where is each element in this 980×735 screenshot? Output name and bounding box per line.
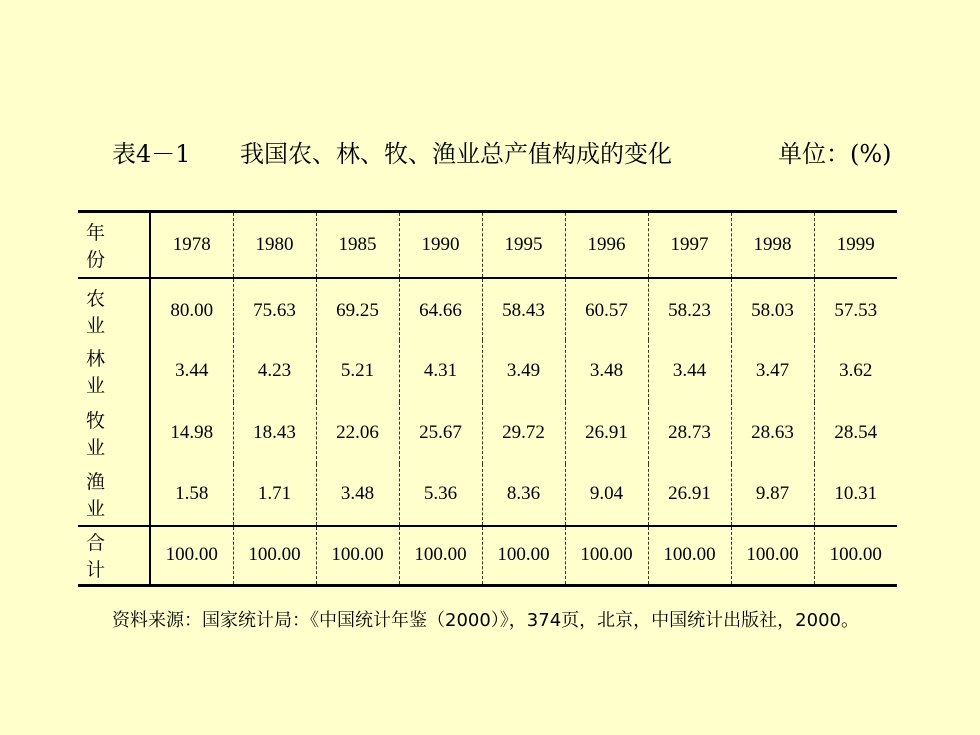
table-cell: 3.47 <box>731 340 814 402</box>
table-cell: 100.00 <box>316 526 399 586</box>
table-cell: 60.57 <box>565 278 648 340</box>
header-row <box>78 212 897 278</box>
row-label: 农 业 <box>78 278 150 340</box>
table-cell: 100.00 <box>150 526 233 586</box>
table-cell: 4.31 <box>399 340 482 402</box>
table-cell: 64.66 <box>399 278 482 340</box>
table-cell: 80.00 <box>170 300 214 321</box>
table-cell: 26.91 <box>648 464 731 526</box>
table-cell: 100.00 <box>814 526 897 586</box>
row-label: 渔 业 <box>78 464 150 526</box>
table-row <box>78 278 897 340</box>
year-header: 1985 <box>316 212 399 278</box>
table-cell: 22.06 <box>316 402 399 464</box>
table-cell: 26.91 <box>565 402 648 464</box>
table-cell: 100.00 <box>648 526 731 586</box>
table-cell: 3.48 <box>565 340 648 402</box>
year-header: 1999 <box>814 212 897 278</box>
table-cell: 69.25 <box>316 278 399 340</box>
row-label: 林 业 <box>78 340 150 402</box>
output-composition-table <box>78 210 897 587</box>
table-cell: 29.72 <box>482 402 565 464</box>
table-cell: 58.43 <box>482 278 565 340</box>
table-cell: 58.03 <box>731 278 814 340</box>
table-cell: 9.87 <box>731 464 814 526</box>
table-cell: 57.53 <box>814 278 897 340</box>
row-label: 合 计 <box>78 526 150 586</box>
data-table-container <box>78 210 896 587</box>
table-cell: 1.58 <box>175 483 209 504</box>
year-header: 1995 <box>482 212 565 278</box>
table-cell: 1.71 <box>233 464 316 526</box>
table-cell: 3.62 <box>814 340 897 402</box>
table-cell: 28.54 <box>814 402 897 464</box>
table-cell: 58.23 <box>648 278 731 340</box>
table-caption <box>112 136 912 172</box>
table-row <box>78 464 897 526</box>
table-cell: 5.36 <box>399 464 482 526</box>
table-cell: 5.21 <box>316 340 399 402</box>
table-cell: 28.63 <box>731 402 814 464</box>
table-unit: 单位：(%) <box>778 140 892 168</box>
table-row <box>78 340 897 402</box>
table-cell: 4.23 <box>233 340 316 402</box>
year-header: 1978 <box>150 212 233 278</box>
table-cell: 100.00 <box>565 526 648 586</box>
table-number: 表4－1 <box>112 140 191 168</box>
table-cell: 3.44 <box>648 340 731 402</box>
table-cell: 100.00 <box>399 526 482 586</box>
header-label: 年 份 <box>78 212 150 278</box>
table-cell: 14.98 <box>170 421 214 443</box>
table-cell: 75.63 <box>233 278 316 340</box>
row-label: 牧 业 <box>78 402 150 464</box>
table-cell: 100.00 <box>482 526 565 586</box>
year-header: 1997 <box>648 212 731 278</box>
table-cell: 100.00 <box>233 526 316 586</box>
table-cell: 3.49 <box>482 340 565 402</box>
table-cell: 3.48 <box>316 464 399 526</box>
year-header: 1980 <box>233 212 316 278</box>
table-cell: 100.00 <box>731 526 814 586</box>
table-cell: 28.73 <box>648 402 731 464</box>
total-row <box>78 526 897 586</box>
table-cell: 10.31 <box>814 464 897 526</box>
source-note: 资料来源：国家统计局：《中国统计年鉴（2000）》，374页，北京，中国统计出版社，2000。 <box>112 610 859 631</box>
table-cell: 3.44 <box>175 359 209 381</box>
year-header: 1996 <box>565 212 648 278</box>
table-cell: 8.36 <box>482 464 565 526</box>
table-title: 我国农、林、牧、渔业总产值构成的变化 <box>240 140 672 168</box>
table-cell: 9.04 <box>565 464 648 526</box>
table-cell: 18.43 <box>233 402 316 464</box>
year-header: 1998 <box>731 212 814 278</box>
table-row <box>78 402 897 464</box>
table-cell: 25.67 <box>399 402 482 464</box>
year-header: 1990 <box>399 212 482 278</box>
